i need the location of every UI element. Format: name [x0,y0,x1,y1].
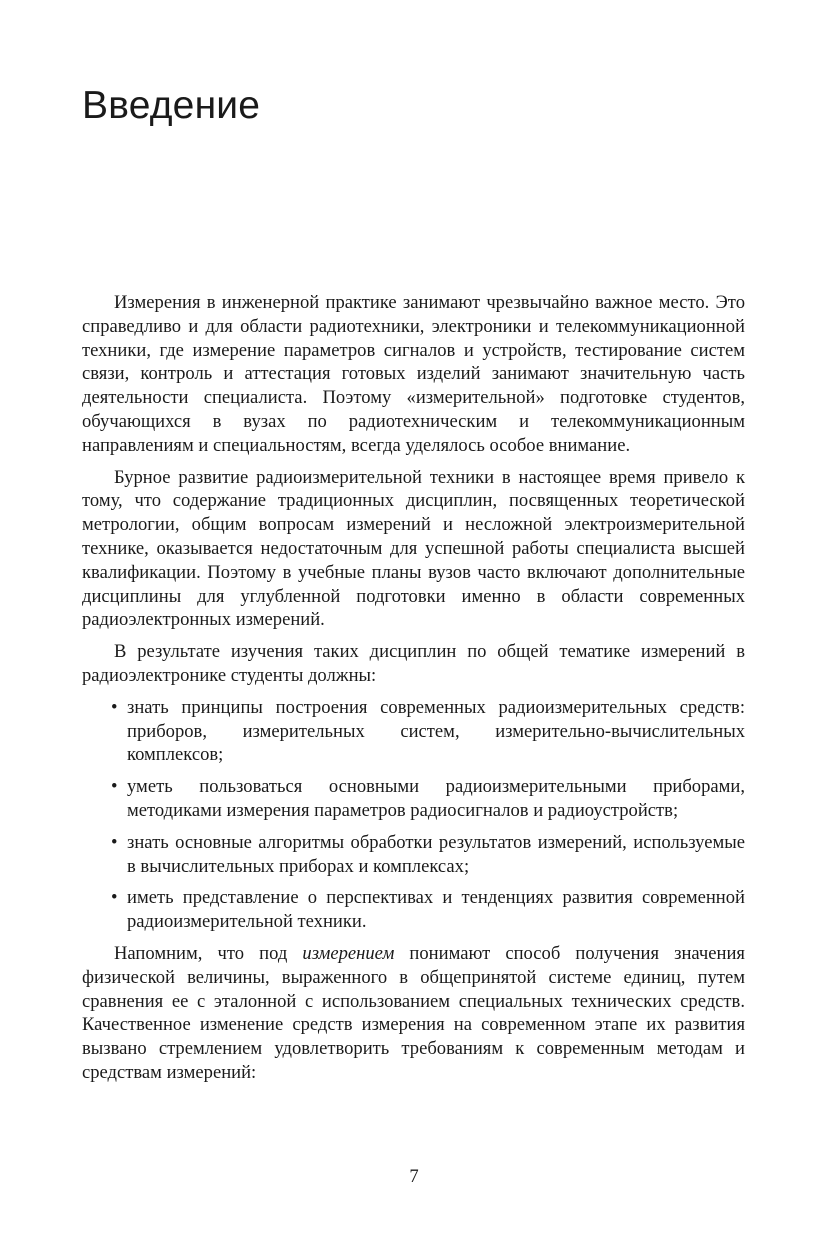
list-item [82,886,745,934]
list-item [82,831,745,879]
list-item-text: иметь представление о перспективах и тенденциях развития современной радиоизмерительной техники. [127,887,745,933]
list-item-text: знать принципы построения современных радиоизмерительных средств: приборов, измерительных систем, измерительно-вычислительных комплексов; [127,696,745,766]
bullet-icon: • [111,696,118,718]
list-item-text: знать основные алгоритмы обработки результатов измерений, используемые в вычислительных приборах и комплексах; [127,831,745,877]
paragraph-1: Измерения в инженерной практике занимают чрезвычайно важное место. Это справедливо и для области радиотехники, электроники и телекоммуникационной техники, где измерение параметров сигналов и устройств, тестирование систем связи, контроль и аттестация готовых изделий занимают значительную часть деятельности специалиста. Поэтому «измерительной» подготовке студентов, обучающихся в вузах по радиотехническим и телекоммуникационным направлениям и специальностям, всегда уделялось особое внимание. [82,292,745,456]
emphasized-term: измерением [302,942,395,964]
paragraph-4 [82,942,745,1085]
paragraph-4-start: Напомним, что под [114,942,303,964]
bullet-icon: • [111,887,118,909]
paragraph-2: Бурное развитие радиоизмерительной техники в настоящее время привело к тому, что содержание традиционных дисциплин, посвященных теоретической метрологии, общим вопросам измерений и несложной электроизмерительной технике, оказывается недостаточным для успешной работы специалиста высшей квалификации. Поэтому в учебные планы вузов часто включают дополнительные дисциплины для углубленной подготовки именно в области современных радиоэлектронных измерений. [82,466,745,631]
list-item [82,775,745,823]
chapter-title: Введение [82,84,261,127]
bullet-icon: • [111,776,118,798]
page-number: 7 [409,1166,419,1187]
paragraph-4-rest: понимают способ получения значения физической величины, выраженного в общепринятой системе единиц, путем сравнения ее с эталонной с использованием специальных технических средств. Качественное изменение средств измерения на современном этапе их развития вызвано стремлением удовлетворить требованиям к современным методам и средствам измерений: [82,942,745,1083]
paragraph-3: В результате изучения таких дисциплин по общей тематике измерений в радиоэлектронике студенты должны: [82,641,745,686]
bullet-list [82,696,745,934]
body-text [82,291,745,1093]
list-item [82,696,745,767]
list-item-text: уметь пользоваться основными радиоизмерительными приборами, методиками измерения параметров радиосигналов и радиоустройств; [127,776,745,821]
bullet-icon: • [111,831,118,853]
